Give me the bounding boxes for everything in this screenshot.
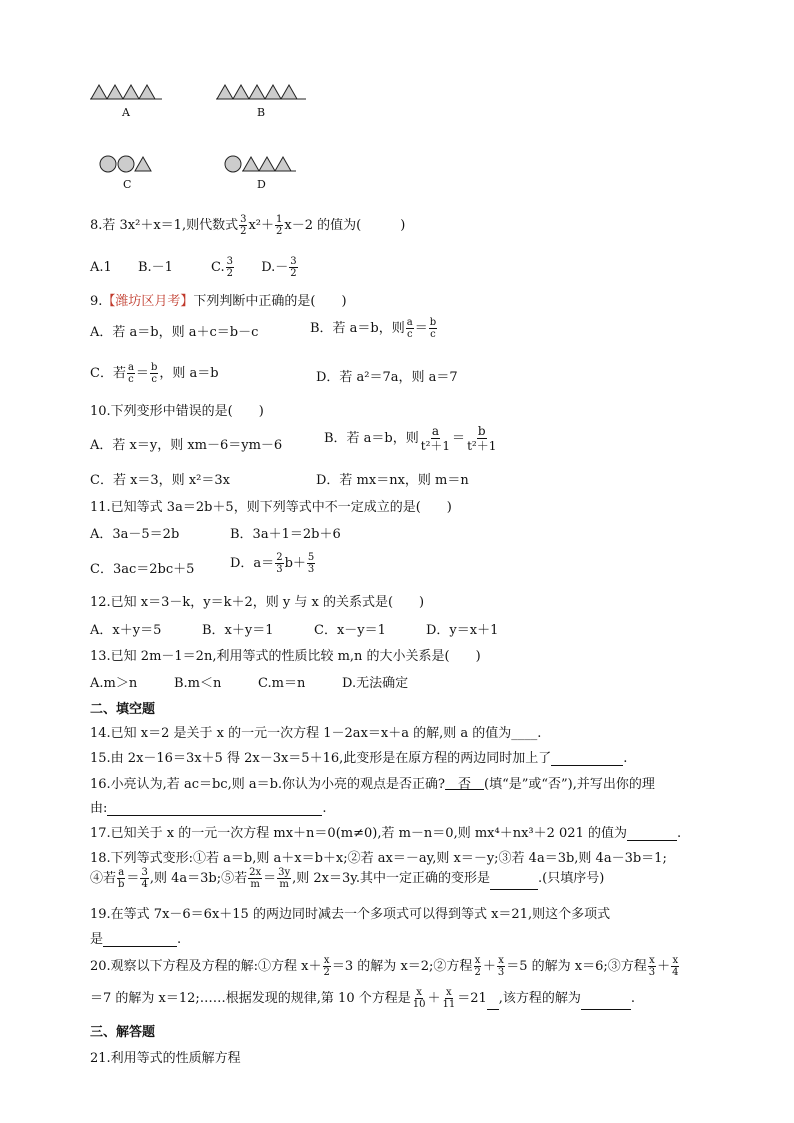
question-13-stem: 13.已知 2m－1＝2n,利用等式的性质比较 m,n 的大小关系是( ): [90, 649, 481, 664]
question-13-options: [90, 672, 409, 691]
question-20-line1: 20.观察以下方程及方程的解:①方程 x＋ $\frac{x}{2}$ ＝3 的解为 x＝2;②方程 $\frac{x}{2}$ ＋ $\frac{x}{3}$ ＝5 的解为 x＝6;③方程 $\frac{x}{3}$ ＋ $\frac{x}{4}$: [90, 955, 679, 978]
q15-answer-blank[interactable]: [551, 751, 623, 766]
question-14: 14.已知 x＝2 是关于 x 的一元一次方程 1－2ax＝x＋a 的解,则 a 的值为____.: [90, 726, 542, 741]
q9-number: 9.: [90, 294, 103, 309]
q8-text: 8.若 3x²＋x＝1,则代数式: [90, 218, 239, 233]
q8-option-d: D.－ $\frac{3}{2}$: [261, 256, 297, 279]
q13-option-a: A.m＞n: [90, 676, 138, 691]
q16-text: 16.小亮认为,若 ac＝bc,则 a＝b.你认为小亮的观点是否正确?: [90, 777, 446, 792]
q20-answer-blank[interactable]: [581, 995, 631, 1010]
question-10-stem: 10.下列变形中错误的是( ): [90, 404, 264, 419]
shape-row-c: [99, 155, 155, 173]
q13-option-d: D.无法确定: [342, 676, 409, 691]
q20-equation-blank[interactable]: [487, 995, 499, 1010]
q9-option-d: D．若 a²＝7a，则 a＝7: [316, 370, 458, 385]
q15-text: 15.由 2x－16＝3x＋5 得 2x－3x＝5＋16,此变形是在原方程的两边同时加上了: [90, 751, 552, 766]
shape-row-a: [90, 84, 164, 100]
q19-answer-blank[interactable]: [103, 932, 177, 947]
q11-option-d: D．a＝ $\frac{2}{3}$ b＋ $\frac{5}{3}$: [230, 552, 315, 575]
q10-option-a: A．若 x＝y，则 xm－6＝ym－6: [90, 438, 283, 453]
q10-option-c: C．若 x＝3，则 x²＝3x: [90, 473, 230, 488]
q8-mid: x²＋: [248, 218, 275, 233]
question-9-options-ab: [90, 317, 437, 340]
section-2-heading: 二、填空题: [90, 701, 156, 716]
question-8-options: [90, 256, 299, 279]
q11-option-c: C．3ac＝2bc＋5: [90, 562, 195, 577]
question-18-line1: 18.下列等式变形:①若 a＝b,则 a＋x＝b＋x;②若 ax＝－ay,则 x＝－y;③若 4a＝3b,则 4a－3b＝1;: [90, 851, 667, 866]
shape-label-d: D: [257, 178, 266, 191]
q17-end: .: [676, 826, 682, 841]
q8-frac-2: $\frac{1}{2}$: [276, 214, 283, 237]
question-20-line2: ＝7 的解为 x＝12;……根据发现的规律,第 10 个方程是 $\frac{x}{10}$ ＋ $\frac{x}{11}$ ＝21 ,该方程的解为 .: [90, 987, 636, 1010]
q8-frac-1: $\frac{3}{2}$: [240, 214, 247, 237]
question-9-stem: [90, 290, 347, 309]
shape-row-d: [224, 155, 300, 173]
shape-row-b: [216, 84, 308, 100]
q8-suffix: x－2 的值为( ): [284, 218, 406, 233]
q15-end: .: [623, 751, 628, 766]
question-21: 21.利用等式的性质解方程: [90, 1051, 241, 1066]
q19-text: 是: [90, 932, 104, 947]
question-8-stem: [90, 214, 405, 237]
shape-label-a: A: [122, 106, 130, 119]
q11-option-b: B．3a＋1＝2b＋6: [230, 527, 341, 542]
question-17: [90, 822, 681, 841]
q10-option-d: D．若 mx＝nx，则 m＝n: [316, 473, 469, 488]
q8-option-a: A.1: [90, 260, 112, 275]
question-11-options-cd: [90, 552, 315, 577]
q9-option-c: C．若 $\frac{a}{c}$ ＝ $\frac{b}{c}$ ，则 a＝b: [90, 362, 219, 385]
q16-answer: 否: [445, 777, 485, 792]
q9-text: 下列判断中正确的是( ): [193, 294, 347, 309]
q16-reason-label: 由:: [90, 801, 108, 816]
question-16-line2: [90, 797, 327, 816]
q17-text: 17.已知关于 x 的一元一次方程 mx＋n＝0(m≠0),若 m－n＝0,则 mx⁴＋nx³＋2 021 的值为: [90, 826, 627, 841]
question-16-line1: [90, 773, 655, 792]
q13-option-b: B.m＜n: [174, 676, 222, 691]
q12-option-c: C．x－y＝1: [314, 623, 386, 638]
q12-option-a: A．x＋y＝5: [90, 623, 162, 638]
q17-answer-blank[interactable]: [627, 826, 677, 841]
q8-option-c: C. $\frac{3}{2}$: [211, 256, 234, 279]
question-15: [90, 747, 627, 766]
q18-answer-blank[interactable]: [490, 875, 538, 890]
question-18-line2: ④若 $\frac{a}{b}$ ＝ $\frac{3}{4}$ ,则 4a＝3b;⑤若 $\frac{2x}{m}$ ＝ $\frac{3y}{m}$ ,则 2x＝3y.其中一定正确的变形是 .(只填序号): [90, 867, 605, 890]
q8-option-b: B.－1: [137, 260, 173, 275]
shape-label-b: B: [257, 106, 266, 119]
question-12-stem: 12.已知 x＝3－k，y＝k＋2，则 y 与 x 的关系式是( ): [90, 595, 425, 610]
q16-text-post: (填“是”或“否”),并写出你的理: [484, 777, 655, 792]
q16-end: .: [322, 801, 327, 816]
q10-option-b: B．若 a＝b，则 $\frac{a}{\text{t²＋1}}$ ＝ $\frac{b}{\text{t²＋1}}$: [324, 424, 497, 453]
question-12-options: [90, 619, 499, 638]
question-11-stem: 11.已知等式 3a＝2b＋5，则下列等式中不一定成立的是( ): [90, 500, 452, 515]
q9-source-tag: 【潍坊区月考】: [102, 294, 194, 309]
q12-option-b: B．x＋y＝1: [202, 623, 274, 638]
question-19-line2: [90, 928, 181, 947]
question-10-options-cd: [90, 469, 469, 488]
q13-option-c: C.m＝n: [258, 676, 306, 691]
q9-option-a: A．若 a＝b，则 a＋c＝b－c: [90, 325, 259, 340]
section-3-heading: 三、解答题: [90, 1024, 156, 1039]
question-9-options-cd: [90, 362, 458, 385]
q19-end: .: [177, 932, 182, 947]
question-10-options-ab: [90, 424, 497, 453]
question-19-line1: 19.在等式 7x－6＝6x＋15 的两边同时减去一个多项式可以得到等式 x＝21,则这个多项式: [90, 907, 611, 922]
q11-option-a: A．3a－5＝2b: [90, 527, 180, 542]
question-11-options-ab: [90, 523, 341, 542]
shape-label-c: C: [123, 178, 132, 191]
q12-option-d: D．y＝x＋1: [426, 623, 499, 638]
q9-option-b: B．若 a＝b，则 $\frac{a}{c}$ ＝ $\frac{b}{c}$: [310, 317, 437, 340]
q16-reason-blank[interactable]: [107, 801, 322, 816]
